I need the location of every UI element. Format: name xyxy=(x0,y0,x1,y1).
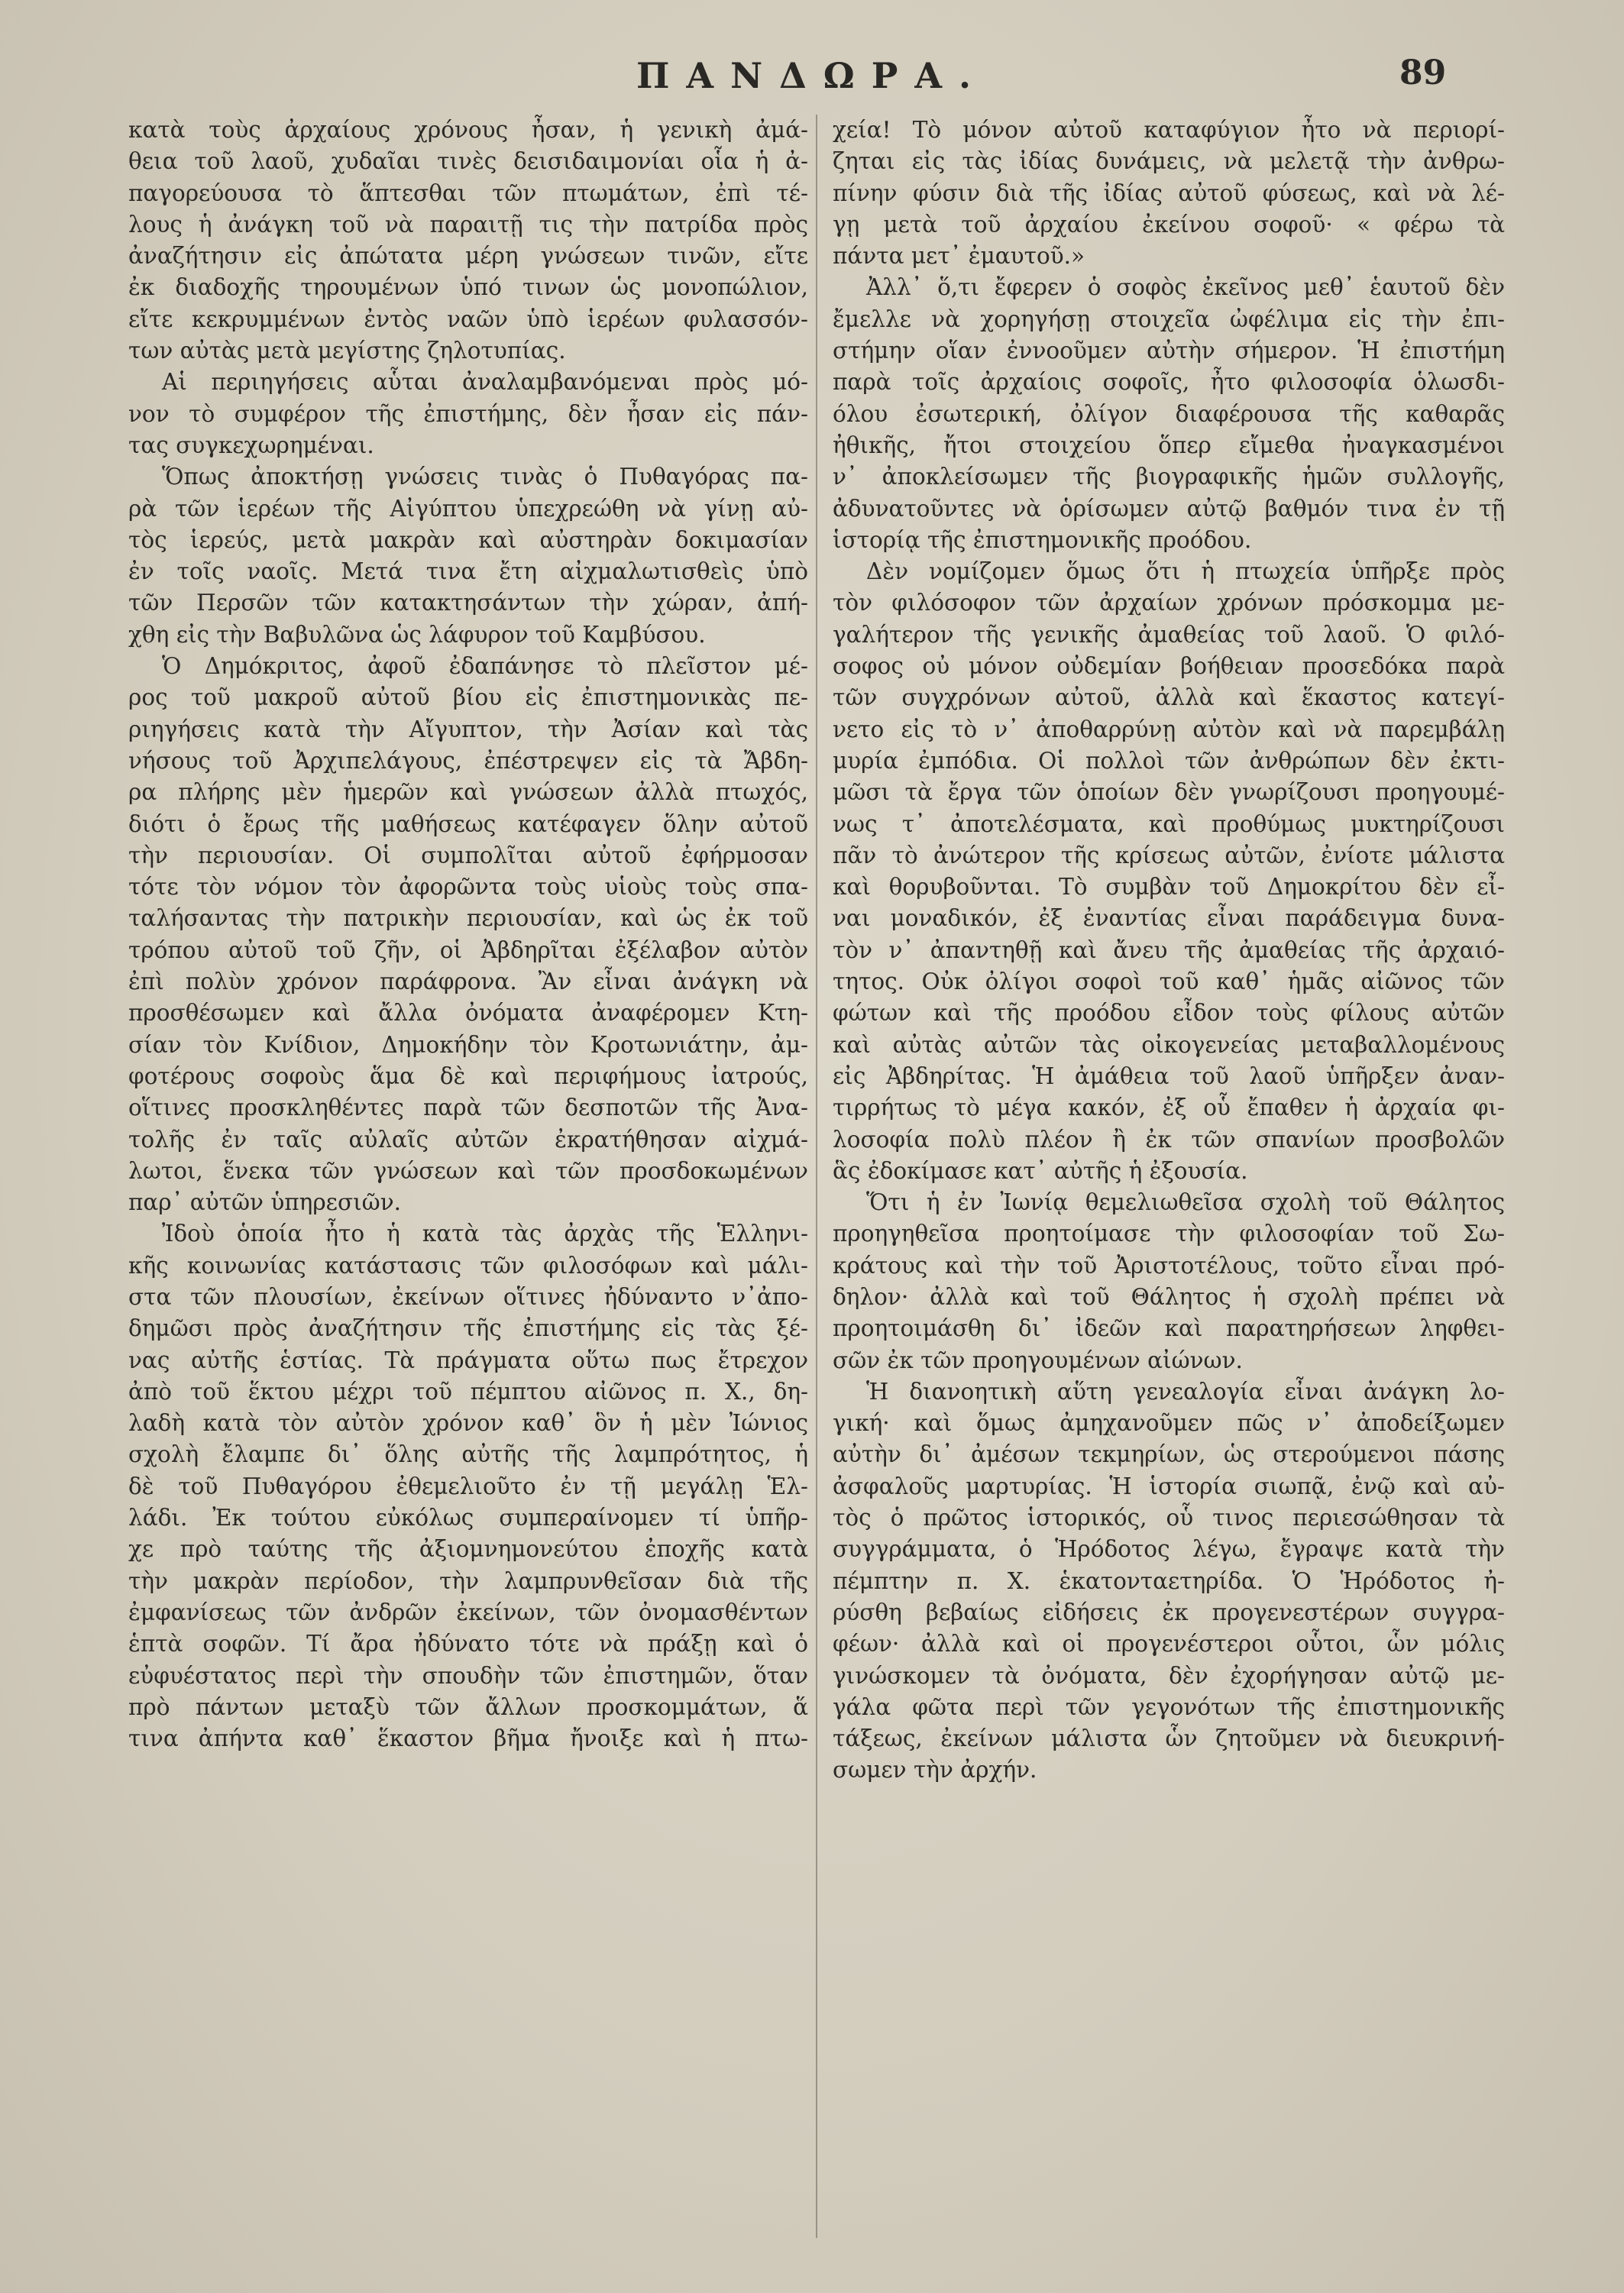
text-line: χε πρὸ ταύτης τῆς ἀξιομνημονεύτου ἐποχῆς κατὰ xyxy=(128,1536,808,1563)
page-number: 89 xyxy=(1399,53,1447,92)
text-line: εἴτε κεκρυμμένων ἐντὸς ναῶν ὑπὸ ἱερέων φυλασσόν- xyxy=(128,306,808,332)
text-line: ρα πλήρης μὲν ἡμερῶν καὶ γνώσεων ἀλλὰ πτωχός, xyxy=(128,779,808,806)
text-line: λους ἡ ἀνάγκη τοῦ νὰ παραιτῇ τις τὴν πατρίδα πρὸς xyxy=(128,211,808,238)
text-line: νως τ᾽ ἀποτελέσματα, καὶ προθύμως μυκτηρίζουσι xyxy=(833,810,1505,837)
text-line: ν᾽ ἀποκλείσωμεν τῆς βιογραφικῆς ἡμῶν συλλογῆς, xyxy=(833,464,1505,490)
text-line: ἱστορίᾳ τῆς ἐπιστημονικῆς προόδου. xyxy=(833,526,1252,553)
text-line: ρύσθη βεβαίως εἰδήσεις ἐκ προγενεστέρων συγγρα- xyxy=(833,1599,1505,1625)
text-line: ρος τοῦ μακροῦ αὐτοῦ βίου εἰς ἐπιστημονικὰς πε- xyxy=(128,684,808,711)
text-line: τὸν φιλόσοφον τῶν ἀρχαίων χρόνων πρόσκομμα με- xyxy=(833,590,1505,616)
text-line: στήμην οἵαν ἐννοοῦμεν αὐτὴν σήμερον. Ἡ ἐπιστήμη xyxy=(833,338,1505,364)
text-line: προηγηθεῖσα προητοίμασε τὴν φιλοσοφίαν τοῦ Σω- xyxy=(833,1221,1505,1247)
text-line: τότε τὸν νόμον τὸν ἀφορῶντα τοὺς υἱοὺς τοὺς σπα- xyxy=(128,874,808,901)
text-line: ριηγήσεις κατὰ τὴν Αἴγυπτον, τὴν Ἀσίαν καὶ τὰς xyxy=(128,716,808,742)
text-line: ἀναζήτησιν εἰς ἀπώτατα μέρη γνώσεων τινῶν, εἴτε xyxy=(128,243,808,270)
text-line: σχολὴ ἔλαμπε δι᾽ ὅλης αὐτῆς τῆς λαμπρότητος, ἡ xyxy=(128,1441,808,1468)
text-line: νήσους τοῦ Ἀρχιπελάγους, ἐπέστρεψεν εἰς τὰ Ἄβδη- xyxy=(128,747,808,774)
text-line: ἔμελλε νὰ χορηγήσῃ στοιχεῖα ὠφέλιμα εἰς τὴν ἐπι- xyxy=(833,306,1505,332)
text-line: γάλα φῶτα περὶ τῶν γεγονότων τῆς ἐπιστημονικῆς xyxy=(833,1693,1505,1720)
text-line: γινώσκομεν τὰ ὀνόματα, δὲν ἐχορήγησαν αὐτῷ με- xyxy=(833,1662,1505,1689)
column-divider xyxy=(816,115,817,2238)
text-line: μῶσι τὰ ἔργα τῶν ὁποίων δὲν γνωρίζουσι προηγουμέ- xyxy=(833,779,1505,806)
text-line: όλου ἐσωτερική, ὀλίγον διαφέρουσα τῆς καθαρᾶς xyxy=(833,400,1505,427)
text-line: Δὲν νομίζομεν ὅμως ὅτι ἡ πτωχεία ὑπῆρξε πρὸς xyxy=(866,558,1505,585)
text-line: δὲ τοῦ Πυθαγόρου ἐθεμελιοῦτο ἐν τῇ μεγάλῃ Ἑλ- xyxy=(128,1473,808,1499)
text-line: φέων· ἀλλὰ καὶ οἱ προγενέστεροι οὗτοι, ὧν μόλις xyxy=(833,1631,1505,1657)
text-line: πάντα μετ᾽ ἐμαυτοῦ.» xyxy=(833,243,1085,270)
text-line: λάδι. Ἐκ τούτου εὐκόλως συμπεραίνομεν τί ὑπῆρ- xyxy=(128,1505,808,1531)
text-line: ἀδυνατοῦντες νὰ ὁρίσωμεν αὐτῷ βαθμόν τινα ἐν τῇ xyxy=(833,495,1505,522)
text-line: παρ᾽ αὐτῶν ὑπηρεσιῶν. xyxy=(128,1189,402,1216)
text-line: ἃς ἐδοκίμασε κατ᾽ αὐτῆς ἡ ἐξουσία. xyxy=(833,1157,1248,1184)
text-line: νετο εἰς τὸ ν᾽ ἀποθαρρύνῃ αὐτὸν καὶ νὰ παρεμβάλῃ xyxy=(833,716,1505,742)
text-line: γική· καὶ ὅμως ἀμηχανοῦμεν πῶς ν᾽ ἀποδείξωμεν xyxy=(833,1410,1505,1437)
text-line: φοτέρους σοφοὺς ἅμα δὲ καὶ περιφήμους ἰατρούς, xyxy=(128,1062,808,1089)
text-line: λοσοφία πολὺ πλέον ἢ ἐκ τῶν σπανίων προσβολῶν xyxy=(833,1126,1505,1153)
text-line: χθη εἰς τὴν Βαβυλῶνα ὡς λάφυρον τοῦ Καμβύσου. xyxy=(128,621,706,648)
text-line: αὐτὴν δι᾽ ἀμέσων τεκμηρίων, ὡς στερούμενοι πάσης xyxy=(833,1441,1505,1468)
text-line: Ὁ Δημόκριτος, ἀφοῦ ἐδαπάνησε τὸ πλεῖστον μέ- xyxy=(162,653,808,680)
text-line: σῶν ἐκ τῶν προηγουμένων αἰώνων. xyxy=(833,1347,1243,1373)
text-line: πρὸ πάντων μεταξὺ τῶν ἄλλων προσκομμάτων, ἅ xyxy=(128,1693,808,1720)
text-line: γαλήτερον τῆς γενικῆς ἀμαθείας τοῦ λαοῦ. Ὁ φιλό- xyxy=(833,621,1505,648)
text-line: φώτων καὶ τῆς προόδου εἶδον τοὺς φίλους αὐτῶν xyxy=(833,1000,1505,1027)
text-line: τινα ἀπήντα καθ᾽ ἕκαστον βῆμα ἤνοιξε καὶ ἡ πτω- xyxy=(128,1725,808,1752)
text-line: τητος. Οὐκ ὀλίγοι σοφοὶ τοῦ καθ᾽ ἡμᾶς αἰῶνος τῶν xyxy=(833,969,1505,995)
text-line: ἠθικῆς, ἤτοι στοιχείου ὅπερ εἴμεθα ἠναγκασμένοι xyxy=(833,432,1505,458)
text-line: Ὅτι ἡ ἐν Ἰωνίᾳ θεμελιωθεῖσα σχολὴ τοῦ Θάλητος xyxy=(866,1189,1505,1216)
right-column xyxy=(833,115,1505,1787)
text-line: λωτοι, ἕνεκα τῶν γνώσεων καὶ τῶν προσδοκωμένων xyxy=(128,1157,808,1184)
left-column xyxy=(128,115,808,1755)
text-line: Αἱ περιηγήσεις αὗται ἀναλαμβανόμεναι πρὸς μό- xyxy=(162,369,808,396)
text-line: ταλήσαντας τὴν πατρικὴν περιουσίαν, καὶ ὡς ἐκ τοῦ xyxy=(128,905,808,932)
text-line: τῶν συγχρόνων αὐτοῦ, ἀλλὰ καὶ ἕκαστος κατεγί- xyxy=(833,684,1505,711)
text-line: τὴν περιουσίαν. Οἱ συμπολῖται αὐτοῦ ἐφήρμοσαν xyxy=(128,842,808,868)
text-line: κράτους καὶ τὴν τοῦ Ἀριστοτέλους, τοῦτο εἶναι πρό- xyxy=(833,1252,1505,1279)
text-line: παρὰ τοῖς ἀρχαίοις σοφοῖς, ἦτο φιλοσοφία ὁλωσδι- xyxy=(833,369,1505,396)
text-line: τὸν ν᾽ ἀπαντηθῇ καὶ ἄνευ τῆς ἀμαθείας τῆς ἀρχαιό- xyxy=(833,936,1505,963)
text-line: διότι ὁ ἔρως τῆς μαθήσεως κατέφαγεν ὅλην αὐτοῦ xyxy=(128,810,808,837)
text-line: παγορεύουσα τὸ ἅπτεσθαι τῶν πτωμάτων, ἐπὶ τέ- xyxy=(128,179,808,206)
text-line: Ἰδοὺ ὁποία ἦτο ἡ κατὰ τὰς ἀρχὰς τῆς Ἑλληνι- xyxy=(162,1221,808,1247)
text-line: ἐκ διαδοχῆς τηρουμένων ὑπό τινων ὡς μονοπώλιον, xyxy=(128,274,808,301)
text-line: τολῆς ἐν ταῖς αὐλαῖς αὐτῶν ἐκρατήθησαν αἰχμά- xyxy=(128,1126,808,1153)
text-line: εὐφυέστατος περὶ τὴν σπουδὴν τῶν ἐπιστημῶν, ὅταν xyxy=(128,1662,808,1689)
text-line: των αὐτὰς μετὰ μεγίστης ζηλοτυπίας. xyxy=(128,338,566,364)
text-line: προσθέσωμεν καὶ ἄλλα ὀνόματα ἀναφέρομεν Κτη- xyxy=(128,1000,808,1027)
text-line: δημῶσι πρὸς ἀναζήτησιν τῆς ἐπιστήμης εἰς τὰς ξέ- xyxy=(128,1315,808,1342)
text-line: θεια τοῦ λαοῦ, χυδαῖαι τινὲς δεισιδαιμονίαι οἷα ἡ ἀ- xyxy=(128,148,808,175)
text-line: συγγράμματα, ὁ Ἡρόδοτος λέγω, ἔγραψε κατὰ τὴν xyxy=(833,1536,1505,1563)
text-line: καὶ αὐτὰς αὐτῶν τὰς οἰκογενείας μεταβαλλομένους xyxy=(833,1031,1505,1058)
text-line: ἑπτὰ σοφῶν. Τί ἄρα ἠδύνατο τότε νὰ πράξῃ καὶ ὁ xyxy=(128,1631,808,1657)
text-line: ἀσφαλοῦς μαρτυρίας. Ἡ ἱστορία σιωπᾷ, ἐνῷ καὶ αὐ- xyxy=(833,1473,1505,1499)
text-line: δηλον· ἀλλὰ καὶ τοῦ Θάλητος ἡ σχολὴ πρέπει νὰ xyxy=(833,1283,1505,1310)
text-line: πίνην φύσιν διὰ τῆς ἰδίας αὐτοῦ φύσεως, καὶ νὰ λέ- xyxy=(833,179,1505,206)
text-line: στα τῶν πλουσίων, ἐκείνων οἵτινες ἠδύναντο ν᾽ἀπο- xyxy=(128,1283,808,1310)
text-line: εἰς Ἀβδηρίτας. Ἡ ἀμάθεια τοῦ λαοῦ ὑπῆρξεν ἀναν- xyxy=(833,1062,1505,1089)
text-line: τὸς ὁ πρῶτος ἱστορικός, οὗ τινος περιεσώθησαν τὰ xyxy=(833,1505,1505,1531)
text-line: νας αὐτῆς ἑστίας. Τὰ πράγματα οὕτω πως ἔτρεχον xyxy=(128,1347,808,1373)
text-line: ἐν τοῖς ναοῖς. Μετά τινα ἔτη αἰχμαλωτισθεὶς ὑπὸ xyxy=(128,558,808,585)
text-line: ναι μοναδικόν, ἐξ ἐναντίας εἶναι παράδειγμα δυνα- xyxy=(833,905,1505,932)
text-line: τῶν Περσῶν τῶν κατακτησάντων τὴν χώραν, ἀπή- xyxy=(128,590,808,616)
text-line: σωμεν τὴν ἀρχήν. xyxy=(833,1757,1037,1784)
text-line: τάξεως, ἐκείνων μάλιστα ὧν ζητοῦμεν νὰ διευκρινή- xyxy=(833,1725,1505,1752)
text-line: τὸς ἱερεύς, μετὰ μακρὰν καὶ αὐστηρὰν δοκιμασίαν xyxy=(128,526,808,553)
text-line: οἵτινες προσκληθέντες παρὰ τῶν δεσποτῶν τῆς Ἀνα- xyxy=(128,1095,808,1121)
text-line: Ὅπως ἀποκτήσῃ γνώσεις τινὰς ὁ Πυθαγόρας πα- xyxy=(162,464,808,490)
text-line: ἐμφανίσεως τῶν ἀνδρῶν ἐκείνων, τῶν ὀνομασθέντων xyxy=(128,1599,808,1625)
text-line: τὴν μακρὰν περίοδον, τὴν λαμπρυνθεῖσαν διὰ τῆς xyxy=(128,1567,808,1594)
text-line: Ἀλλ᾽ ὅ,τι ἔφερεν ὁ σοφὸς ἐκεῖνος μεθ᾽ ἑαυτοῦ δὲν xyxy=(866,274,1505,301)
text-line: νον τὸ συμφέρον τῆς ἐπιστήμης, δὲν ἦσαν εἰς πάν- xyxy=(128,400,808,427)
text-line: ἐπὶ πολὺν χρόνον παράφρονα. Ἂν εἶναι ἀνάγκη νὰ xyxy=(128,969,808,995)
text-line: Ἡ διανοητικὴ αὕτη γενεαλογία εἶναι ἀνάγκη λο- xyxy=(866,1378,1505,1405)
text-line: ἀπὸ τοῦ ἕκτου μέχρι τοῦ πέμπτου αἰῶνος π. Χ., δη- xyxy=(128,1378,808,1405)
text-line: σίαν τὸν Κνίδιον, Δημοκήδην τὸν Κροτωνιάτην, ἀμ- xyxy=(128,1031,808,1058)
text-line: κῆς κοινωνίας κατάστασις τῶν φιλοσόφων καὶ μάλι- xyxy=(128,1252,808,1279)
text-line: μυρία ἐμπόδια. Οἱ πολλοὶ τῶν ἀνθρώπων δὲν ἐκτι- xyxy=(833,747,1505,774)
text-line: σοφος οὐ μόνον οὐδεμίαν βοήθειαν προσεδόκα παρὰ xyxy=(833,653,1505,680)
text-line: ρὰ τῶν ἱερέων τῆς Αἰγύπτου ὑπεχρεώθη νὰ γίνῃ αὐ- xyxy=(128,495,808,522)
text-line: λαδὴ κατὰ τὸν αὐτὸν χρόνον καθ᾽ ὃν ἡ μὲν Ἰώνιος xyxy=(128,1410,808,1437)
text-line: τας συγκεχωρημέναι. xyxy=(128,432,374,458)
text-line: τρόπου αὐτοῦ τοῦ ζῆν, οἱ Ἀβδηρῖται ἐξέλαβον αὐτὸν xyxy=(128,936,808,963)
text-line: πᾶν τὸ ἀνώτερον τῆς κρίσεως αὐτῶν, ἐνίοτε μάλιστα xyxy=(833,842,1505,868)
page-title: ΠΑΝΔΩΡΑ. xyxy=(636,55,988,96)
text-line: προητοιμάσθη δι᾽ ἰδεῶν καὶ παρατηρήσεων ληφθει- xyxy=(833,1315,1505,1342)
text-line: ζηται εἰς τὰς ἰδίας δυνάμεις, νὰ μελετᾷ τὴν ἀνθρω- xyxy=(833,148,1505,175)
text-line: γῃ μετὰ τοῦ ἀρχαίου ἐκείνου σοφοῦ· « φέρω τὰ xyxy=(833,211,1505,238)
text-line: κατὰ τοὺς ἀρχαίους χρόνους ἦσαν, ἡ γενικὴ ἀμά- xyxy=(128,117,808,143)
text-line: χεία! Τὸ μόνον αὐτοῦ καταφύγιον ἦτο νὰ περιορί- xyxy=(833,117,1505,143)
text-line: πέμπτην π. Χ. ἑκατονταετηρίδα. Ὁ Ἡρόδοτος ἠ- xyxy=(833,1567,1505,1594)
text-line: τιρρήτως τὸ μέγα κακόν, ἐξ οὗ ἔπαθεν ἡ ἀρχαία φι- xyxy=(833,1095,1505,1121)
text-line: καὶ θορυβοῦνται. Τὸ συμβὰν τοῦ Δημοκρίτου δὲν εἶ- xyxy=(833,874,1505,901)
